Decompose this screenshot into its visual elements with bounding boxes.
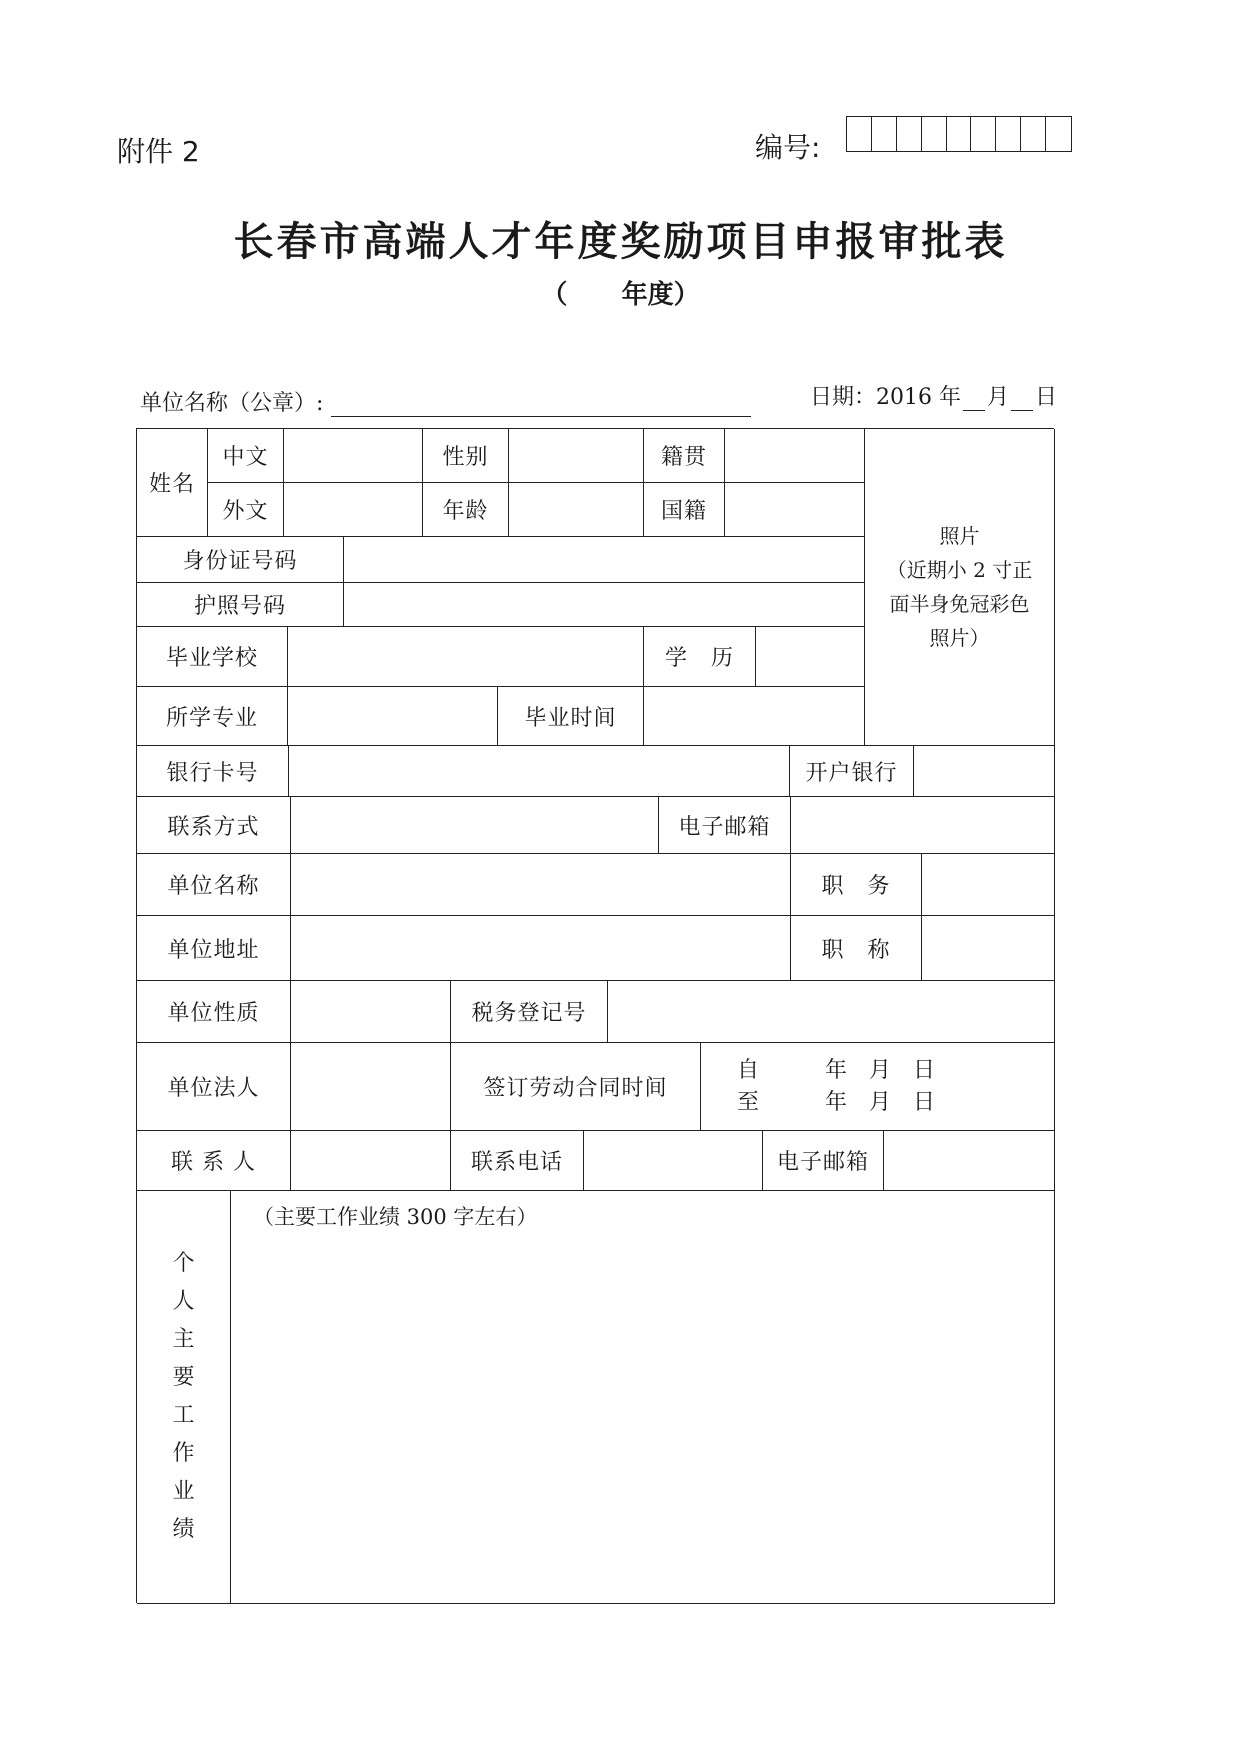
contact-method-label: 联系方式 bbox=[137, 797, 291, 854]
passport-number-cells[interactable] bbox=[344, 583, 865, 627]
bank-name-label: 开户银行 bbox=[790, 746, 914, 797]
school-label: 毕业学校 bbox=[137, 627, 288, 687]
date-month-field[interactable] bbox=[963, 390, 985, 411]
unit-stamp-line bbox=[140, 386, 751, 417]
major-field[interactable] bbox=[288, 687, 498, 746]
achievements-label-char: 绩 bbox=[172, 1517, 195, 1542]
age-field[interactable] bbox=[509, 483, 644, 537]
serial-number-cell[interactable] bbox=[996, 117, 1021, 151]
serial-number-cell[interactable] bbox=[1021, 117, 1046, 151]
serial-number-cell[interactable] bbox=[1046, 117, 1071, 151]
contact-email-field[interactable] bbox=[884, 1131, 1055, 1191]
id-number-cells[interactable] bbox=[344, 537, 865, 583]
achievements-label bbox=[137, 1191, 231, 1604]
date-day-field[interactable] bbox=[1011, 390, 1033, 411]
graduation-time-field[interactable] bbox=[644, 687, 865, 746]
photo-title: 照片 bbox=[939, 524, 980, 548]
phone-field[interactable] bbox=[584, 1131, 763, 1191]
serial-number-cell[interactable] bbox=[897, 117, 922, 151]
photo-note-line-3: 照片） bbox=[929, 626, 990, 650]
unit-nature-label: 单位性质 bbox=[137, 981, 291, 1043]
date-day-label: 日 bbox=[1035, 385, 1058, 410]
achievements-note: （主要工作业绩 300 字左右） bbox=[253, 1205, 538, 1229]
foreign-name-field[interactable] bbox=[284, 483, 423, 537]
contact-person-field[interactable] bbox=[291, 1131, 451, 1191]
contract-to: 至 年 月 日 bbox=[737, 1089, 936, 1115]
tax-registration-label: 税务登记号 bbox=[451, 981, 608, 1043]
unit-address-field[interactable] bbox=[291, 916, 791, 981]
date-line bbox=[810, 380, 1057, 411]
chinese-name-label: 中文 bbox=[208, 429, 284, 483]
nationality-label: 国籍 bbox=[644, 483, 725, 537]
achievements-label-char: 个 bbox=[172, 1251, 195, 1276]
contract-time-label: 签订劳动合同时间 bbox=[451, 1043, 701, 1131]
serial-number-cell[interactable] bbox=[872, 117, 897, 151]
phone-label: 联系电话 bbox=[451, 1131, 584, 1191]
achievements-field[interactable] bbox=[231, 1191, 1055, 1604]
legal-person-field[interactable] bbox=[291, 1043, 451, 1131]
email-field[interactable] bbox=[791, 797, 1055, 854]
unit-address-label: 单位地址 bbox=[137, 916, 291, 981]
chinese-name-field[interactable] bbox=[284, 429, 423, 483]
passport-number-label: 护照号码 bbox=[137, 583, 344, 627]
unit-name-field[interactable] bbox=[291, 854, 791, 916]
legal-person-label: 单位法人 bbox=[137, 1043, 291, 1131]
unit-nature-field[interactable] bbox=[291, 981, 451, 1043]
serial-number-cell[interactable] bbox=[947, 117, 972, 151]
date-year-label: 日期：2016 年 bbox=[810, 385, 961, 410]
education-field[interactable] bbox=[756, 627, 865, 687]
achievements-label-char: 工 bbox=[172, 1403, 195, 1428]
photo-note-line-1: （近期小 2 寸正 bbox=[886, 558, 1033, 582]
serial-number-cell[interactable] bbox=[847, 117, 872, 151]
gender-label: 性别 bbox=[423, 429, 509, 483]
native-place-field[interactable] bbox=[725, 429, 865, 483]
native-place-label: 籍贯 bbox=[644, 429, 725, 483]
application-form-table bbox=[136, 428, 1054, 1603]
achievements-label-char: 业 bbox=[172, 1479, 195, 1504]
professional-title-field[interactable] bbox=[922, 916, 1055, 981]
name-label: 姓名 bbox=[137, 429, 208, 537]
attachment-label: 附件 2 bbox=[117, 135, 200, 168]
serial-number-label: 编号: bbox=[755, 131, 821, 164]
serial-number-boxes[interactable] bbox=[846, 116, 1072, 152]
email-label: 电子邮箱 bbox=[659, 797, 791, 854]
major-label: 所学专业 bbox=[137, 687, 288, 746]
unit-stamp-field[interactable] bbox=[331, 392, 751, 417]
contract-dates[interactable] bbox=[701, 1043, 1055, 1131]
tax-registration-cells[interactable] bbox=[608, 981, 1055, 1043]
achievements-label-char: 作 bbox=[172, 1441, 195, 1466]
bank-name-field[interactable] bbox=[914, 746, 1055, 797]
school-field[interactable] bbox=[288, 627, 644, 687]
contact-email-label: 电子邮箱 bbox=[763, 1131, 884, 1191]
age-label: 年龄 bbox=[423, 483, 509, 537]
position-label: 职 务 bbox=[791, 854, 922, 916]
foreign-name-label: 外文 bbox=[208, 483, 284, 537]
date-month-label: 月 bbox=[986, 385, 1009, 410]
page-title: 长春市高端人才年度奖励项目申报审批表 bbox=[233, 219, 1008, 265]
education-label: 学 历 bbox=[644, 627, 756, 687]
serial-number-cell[interactable] bbox=[971, 117, 996, 151]
photo-box[interactable] bbox=[865, 429, 1055, 746]
achievements-label-char: 主 bbox=[172, 1327, 195, 1352]
position-field[interactable] bbox=[922, 854, 1055, 916]
achievements-label-char: 人 bbox=[172, 1289, 195, 1314]
professional-title-label: 职 称 bbox=[791, 916, 922, 981]
achievements-label-char: 要 bbox=[172, 1365, 195, 1390]
nationality-field[interactable] bbox=[725, 483, 865, 537]
bank-card-label: 银行卡号 bbox=[137, 746, 289, 797]
contact-method-field[interactable] bbox=[291, 797, 659, 854]
graduation-time-label: 毕业时间 bbox=[498, 687, 644, 746]
id-number-label: 身份证号码 bbox=[137, 537, 344, 583]
serial-number-cell[interactable] bbox=[922, 117, 947, 151]
photo-note-line-2: 面半身免冠彩色 bbox=[889, 592, 1030, 616]
contact-person-label: 联 系 人 bbox=[137, 1131, 291, 1191]
unit-stamp-label: 单位名称（公章）: bbox=[140, 391, 324, 416]
unit-name-label: 单位名称 bbox=[137, 854, 291, 916]
year-subtitle: （ 年度） bbox=[541, 280, 700, 310]
contract-from: 自 年 月 日 bbox=[737, 1057, 936, 1083]
gender-field[interactable] bbox=[509, 429, 644, 483]
bank-card-cells[interactable] bbox=[289, 746, 790, 797]
